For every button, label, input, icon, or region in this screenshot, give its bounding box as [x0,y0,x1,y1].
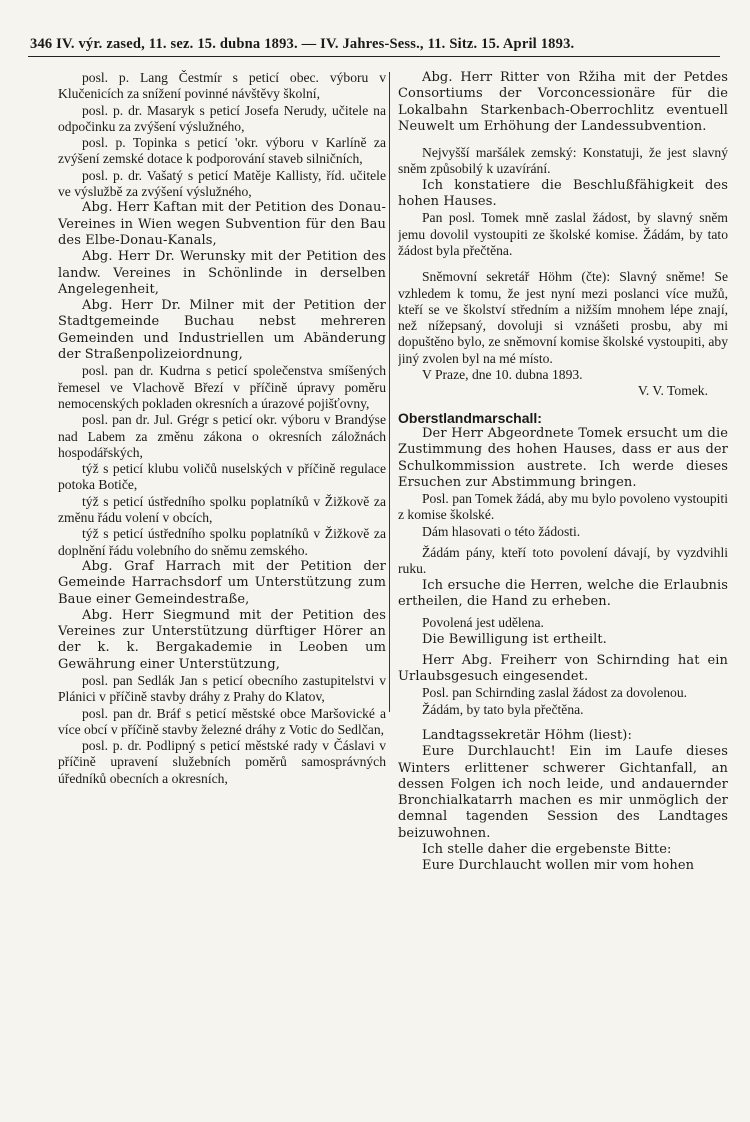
left-column-paragraph: Abg. Herr Kaftan mit der Petition des Donau-Vereines in Wien wegen Subvention für den Bau des Elbe-Donau-Kanals, [58,200,386,248]
left-column-paragraph: posl. pan Sedlák Jan s peticí obecního zastupitelstvi v Plánici v příčině stavby dráhy z Prahy do Klatov, [58,672,386,705]
left-column-paragraph: Abg. Graf Harrach mit der Petition der Gemeinde Harrachsdorf um Unterstützung zum Baue einer Gemeindestraße, [58,558,386,607]
right-column-paragraph: Ich ersuche die Herren, welche die Erlaubnis ertheilen, die Hand zu erheben. [398,577,728,609]
right-column-paragraph: Žádám, by tato byla přečtěna. [422,701,584,717]
right-column-paragraph: Ich stelle daher die ergebenste Bitte: [422,842,672,858]
left-column-paragraph: týž s peticí klubu voličů nuselských v příčině regulace potoka Botiče, [58,461,386,493]
left-column-paragraph: Abg. Herr Dr. Milner mit der Petition der Stadtgemeinde Buchau nebst mehreren Gemeinden und Industriellen um Abänderung der Straßenpolizeiordnung, [58,298,386,363]
left-column-paragraph: posl. p. Topinka s peticí 'okr. výboru v Karlíně za zvýšení zemské dotace k podporování staveb silničních, [58,135,386,167]
left-column-paragraph: Abg. Herr Dr. Werunsky mit der Petition des landw. Vereines in Schönlinde in derselben Angelegenheit, [58,249,386,297]
left-column-paragraph: týž s peticí ústředního spolku poplatníků v Žižkově za změnu řádu volení v obcích, [58,493,386,526]
left-column-paragraph: posl. p. dr. Vašatý s peticí Matěje Kallisty, říd. učitele ve výslužbě za zvýšení výslužného, [58,167,386,200]
right-column-paragraph: Posl. pan Tomek žádá, aby mu bylo povoleno vystoupiti z komise školské. [398,491,728,523]
right-column-paragraph: Žádám pány, kteří toto povolení dávají, by vyzdvihli ruku. [398,545,728,577]
left-column-paragraph: posl. pan dr. Bráf s peticí městské obce Maršovické a více obcí v příčině stavby železné dráhy z Votic do Sedlčan, [58,705,386,737]
right-column-paragraph: Eure Durchlaucht! Ein im Laufe dieses Winters erlittener schwerer Gichtanfall, an dessen Folgen ich noch leide, und andauernder Bronchialkatarrh machen es mir unmöglich der demnal tagenden Session des Landtages beizuwohnen. [398,744,728,841]
left-column [58,70,386,787]
left-column-paragraph: týž s peticí ústředního spolku poplatníků v Žižkově za doplnění řádu volebního do sněmu zemského. [58,526,386,558]
right-column-paragraph: V Praze, dne 10. dubna 1893. [422,367,583,383]
left-column-paragraph: Abg. Herr Siegmund mit der Petition des Vereines zur Unterstützung dürftiger Hörer an der k. k. Bergakademie in Leoben um Gewährung einer Unterstützung, [58,607,386,672]
right-column-paragraph: Landtagssekretär Höhm (liest): [422,727,632,743]
left-column-paragraph: posl. p. dr. Masaryk s peticí Josefa Nerudy, učitele na odpočinku za zvýšení výslužného, [58,102,386,134]
column-divider [389,72,390,712]
right-column-paragraph: Pan posl. Tomek mně zaslal žádost, by slavný sněm jemu dovolil vystoupiti ze školské komise. Žádám, by tato žádost byla přečtěna. [398,210,728,258]
header-rule [28,56,720,57]
right-column-paragraph: Die Bewilligung ist ertheilt. [422,631,607,647]
right-column-paragraph: Ich konstatiere die Beschlußfähigkeit des hohen Hauses. [398,177,728,210]
right-column-paragraph: Oberstlandmarschall: [398,409,542,426]
right-column [398,70,728,875]
right-column-paragraph: Eure Durchlaucht wollen mir vom hohen [422,858,695,874]
left-column-paragraph: posl. p. dr. Podlipný s peticí městské rady v Čáslavi v příčině upravení služebních poměrů samosprávných úředníků obecních a okresních, [58,738,386,786]
page-header: 346 IV. výr. zased, 11. sez. 15. dubna 1893. — IV. Jahres-Sess., 11. Sitz. 15. April 1893. [30,36,575,52]
left-column-paragraph: posl. pan dr. Kudrna s peticí společenstva smíšených řemesel ve Vlachově Březí v příčině úpravy poměru nemocenských pokladen okresních a úrazové pojišťovny, [58,363,386,411]
right-column-paragraph: Sněmovní sekretář Höhm (čte): Slavný sněme! Se vzhledem k tomu, že jest nyní mezi poslanci více mužů, kteří se ve školství středním a nižším mnohem lépe znají, než nížepsaný, dovoluji si vznášeti prosbu, aby mi dopuštěno bylo, ze sněmovní komise školské vystoupiti, aby jiný zvolen byl na mé místo. [398,269,728,366]
right-column-paragraph: Povolená jest udělena. [422,615,544,631]
right-column-paragraph: Posl. pan Schirnding zaslal žádost za dovolenou. [422,685,688,701]
left-column-paragraph: posl. p. Lang Čestmír s peticí obec. výboru v Klučenicích za snížení povinné návštěvy školní, [58,70,386,102]
left-column-paragraph: posl. pan dr. Jul. Grégr s peticí okr. výboru v Brandýse nad Labem za změnu zákona o okresních záložnách hospodářských, [58,412,386,460]
right-column-paragraph: Der Herr Abgeordnete Tomek ersucht um die Zustimmung des hohen Hauses, dass er aus der Schulkommission austrete. Ich werde dieses Ersuchen zur Abstimmung bringen. [398,425,728,490]
right-column-paragraph: Dám hlasovati o této žádosti. [422,523,581,539]
right-column-paragraph: Nejvyšší maršálek zemský: Konstatuji, že jest slavný sněm způsobilý k uzavírání. [398,145,728,177]
right-column-paragraph: Abg. Herr Ritter von Ržiha mit der Petdes Consortiums der Vorconcessionäre für die Lokalbahn Starkenbach-Oberrochlitz eventuell Neuwelt um Erhöhung der Landessubvention. [398,70,728,134]
right-column-paragraph: Herr Abg. Freiherr von Schirnding hat ein Urlaubsgesuch eingesendet. [398,652,728,685]
right-column-paragraph: V. V. Tomek. [637,383,708,399]
